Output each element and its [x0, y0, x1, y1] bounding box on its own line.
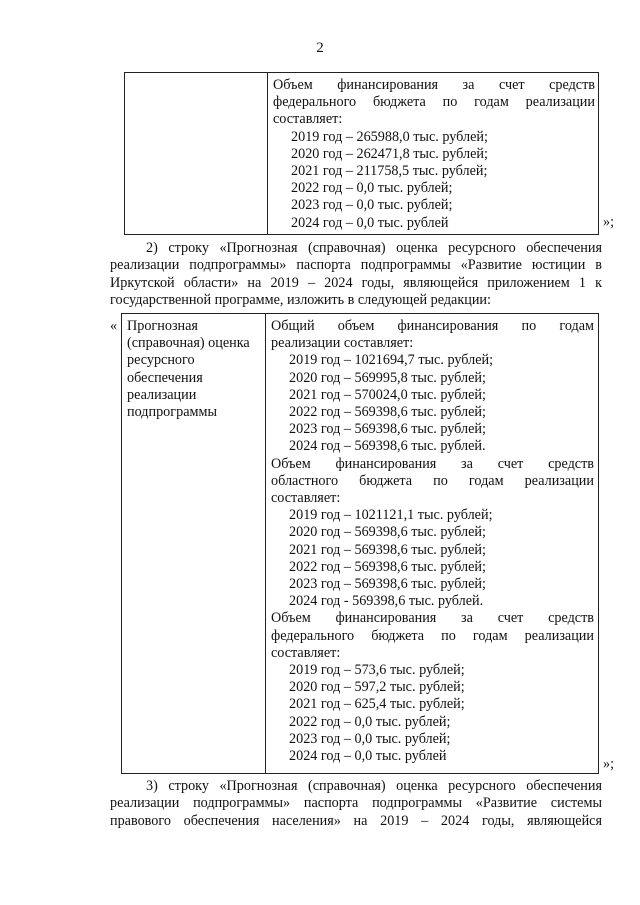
table-column-divider [267, 73, 268, 234]
label-line: Прогнозная [127, 318, 198, 334]
label-line: обеспечения [127, 369, 203, 386]
financing-table [121, 313, 599, 774]
page-number: 2 [316, 40, 324, 56]
financing-table-continued [124, 72, 599, 235]
year-line: 2021 год – 569398,6 тыс. рублей; [289, 541, 486, 558]
financing-details-cell [271, 318, 594, 765]
text-line: Объем финансирования за счет средств [271, 610, 594, 627]
text-line: реализации подпрограммы» паспорта подпрограммы «Развитие юстиции в [110, 257, 602, 274]
text-line: 3) строку «Прогнозная (справочная) оценка ресурсного обеспечения [146, 778, 602, 794]
text-line: федерального бюджета по годам реализации [271, 627, 594, 644]
year-line: 2019 год – 1021121,1 тыс. рублей; [289, 507, 493, 524]
year-line: 2019 год – 1021694,7 тыс. рублей; [289, 352, 494, 369]
year-line: 2020 год – 569398,6 тыс. рублей; [289, 524, 486, 541]
text-line: реализации подпрограммы» паспорта подпрограммы «Развитие системы [110, 795, 602, 812]
text-line: составляет: [271, 490, 341, 507]
year-line: 2020 год – 262471,8 тыс. рублей; [291, 145, 488, 162]
year-line: 2024 год – 0,0 тыс. рублей [291, 214, 449, 231]
text-line: составляет: [271, 644, 341, 661]
federal-financing-cell [273, 77, 595, 232]
text-line: федерального бюджета по годам реализации [273, 94, 595, 111]
year-line: 2019 год – 265988,0 тыс. рублей; [291, 128, 488, 145]
closing-quote-mark: »; [603, 756, 615, 772]
year-line: 2019 год – 573,6 тыс. рублей; [289, 662, 465, 679]
label-line: ресурсного [127, 352, 195, 369]
year-line: 2021 год – 570024,0 тыс. рублей; [289, 386, 486, 403]
year-line: 2023 год – 0,0 тыс. рублей; [291, 197, 453, 214]
label-line: подпрограммы [127, 404, 217, 421]
text-line: Иркутской области» на 2019 – 2024 годы, являющейся приложением 1 к [110, 274, 602, 291]
label-line: реализации [127, 386, 197, 403]
text-line: государственной программе, изложить в следующей редакции: [110, 292, 491, 309]
year-line: 2020 год – 569995,8 тыс. рублей; [289, 369, 486, 386]
year-line: 2020 год – 597,2 тыс. рублей; [289, 679, 465, 696]
year-line: 2023 год – 569398,6 тыс. рублей; [289, 576, 486, 593]
year-line: 2024 год – 0,0 тыс. рублей [289, 748, 447, 765]
year-line: 2024 год - 569398,6 тыс. рублей. [289, 593, 484, 610]
text-line: Общий объем финансирования по годам [271, 318, 594, 334]
text-line: Объем финансирования за счет средств [271, 455, 594, 472]
paragraph-item-2 [110, 240, 602, 310]
table-column-divider [265, 314, 266, 773]
opening-quote-mark: « [110, 318, 118, 334]
text-line: правового обеспечения населения» на 2019 – 2024 годы, являющейся [110, 812, 602, 829]
year-line: 2022 год – 0,0 тыс. рублей; [289, 713, 451, 730]
year-line: 2021 год – 625,4 тыс. рублей; [289, 696, 465, 713]
label-line: (справочная) оценка [127, 335, 250, 352]
paragraph-item-3 [110, 778, 602, 830]
closing-quote-mark: »; [603, 214, 615, 230]
year-line: 2024 год – 569398,6 тыс. рублей. [289, 438, 486, 455]
text-line: областного бюджета по годам реализации [271, 472, 594, 489]
year-line: 2021 год – 211758,5 тыс. рублей; [291, 163, 488, 180]
year-line: 2023 год – 0,0 тыс. рублей; [289, 730, 451, 747]
year-line: 2022 год – 0,0 тыс. рублей; [291, 180, 453, 197]
text-line: 2) строку «Прогнозная (справочная) оценка ресурсного обеспечения [146, 240, 602, 256]
text-line: Объем финансирования за счет средств [273, 77, 595, 93]
year-line: 2022 год – 569398,6 тыс. рублей; [289, 404, 486, 421]
year-line: 2022 год – 569398,6 тыс. рублей; [289, 558, 486, 575]
text-line: составляет: [273, 111, 343, 128]
year-line: 2023 год – 569398,6 тыс. рублей; [289, 421, 486, 438]
left-label-cell [127, 318, 262, 421]
text-line: реализации составляет: [271, 335, 414, 352]
